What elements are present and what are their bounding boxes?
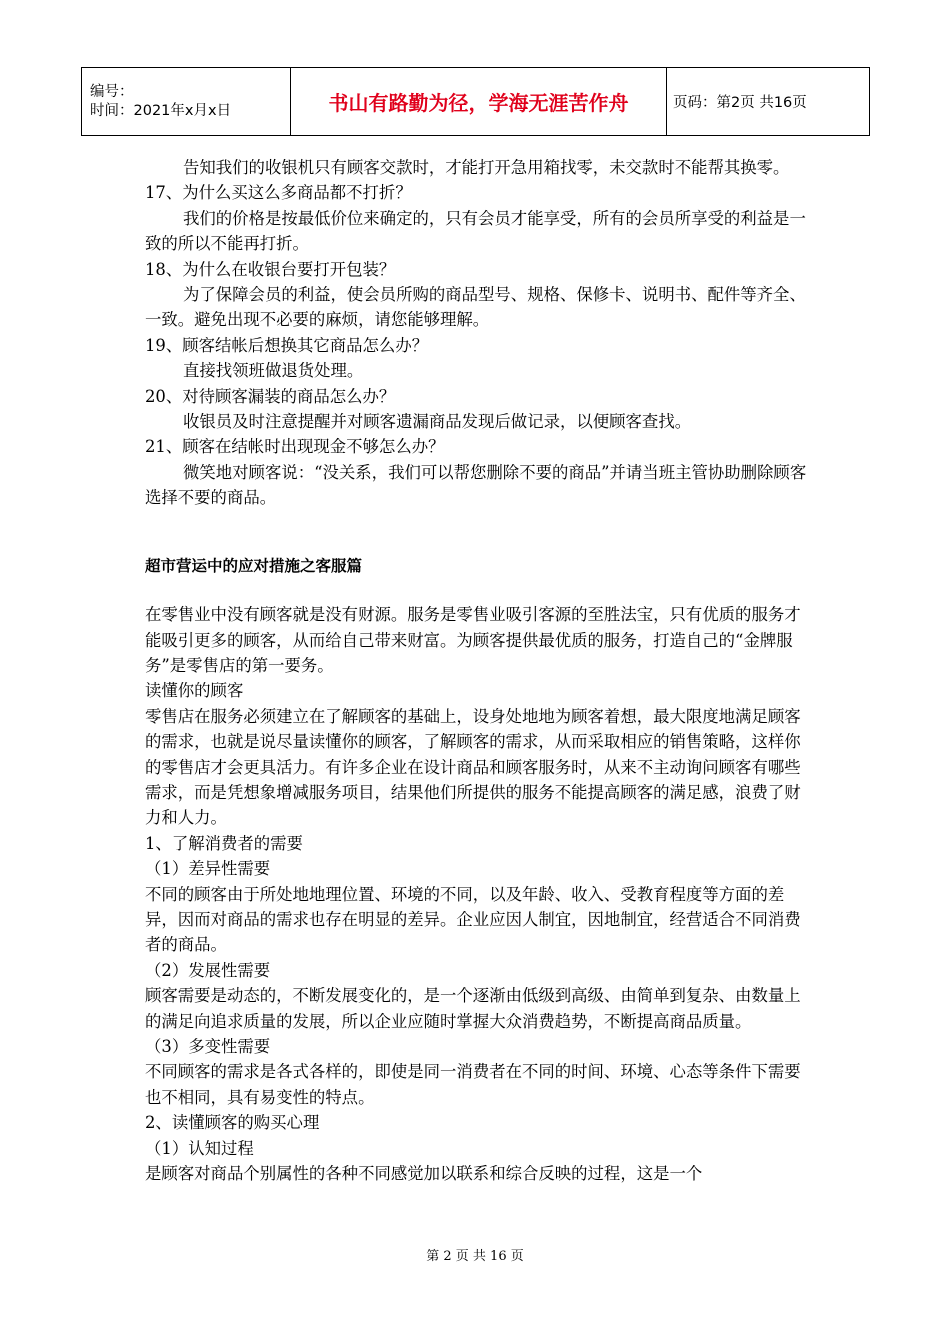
paragraph: 我们的价格是按最低价位来确定的，只有会员才能享受，所有的会员所享受的利益是一致的所以不能再打折。 — [145, 208, 806, 254]
section-paragraph: 不同的顾客由于所处地地理位置、环境的不同，以及年龄、收入、受教育程度等方面的差异，因而对商品的需求也存在明显的差异。企业应因人制宜，因地制宜，经营适合不同消费者的商品。 — [145, 884, 801, 955]
header-motto: 书山有路勤为径，学海无涯苦作舟 — [291, 68, 667, 136]
page-footer: 第 2 页 共 16 页 — [426, 1249, 524, 1264]
subheading: （3）多变性需要 — [145, 1037, 271, 1056]
header-meta-cell — [82, 68, 291, 136]
subheading: 读懂你的顾客 — [145, 681, 244, 701]
paragraph: 为了保障会员的利益，使会员所购的商品型号、规格、保修卡、说明书、配件等齐全、一致。避免出现不必要的麻烦，请您能够理解。 — [145, 285, 806, 330]
subheading: 2、读懂顾客的购买心理 — [145, 1113, 320, 1133]
document-time-label: 时间：2021年x月x日 — [90, 102, 232, 119]
paragraph: 告知我们的收银机只有顾客交款时，才能打开急用箱找零，未交款时不能帮其换零。 — [183, 158, 790, 177]
subheading: 1、了解消费者的需要 — [145, 833, 303, 853]
subheading: （1）认知过程 — [145, 1138, 254, 1158]
question: 19、顾客结帐后想换其它商品怎么办？ — [145, 335, 429, 355]
paragraph: 收银员及时注意提醒并对顾客遗漏商品发现后做记录，以便顾客查找。 — [183, 412, 692, 432]
section-paragraph: 不同顾客的需求是各式各样的，即使是同一消费者在不同的时间、环境、心态等条件下需要也不相同，具有易变性的特点。 — [145, 1062, 801, 1107]
document-header — [81, 67, 870, 136]
question: 20、对待顾客漏装的商品怎么办？ — [145, 386, 396, 406]
paragraph: 直接找领班做退货处理。 — [183, 361, 364, 381]
question: 17、为什么买这么多商品都不打折？ — [145, 183, 412, 203]
question: 18、为什么在收银台要打开包装？ — [145, 259, 396, 279]
paragraph: 微笑地对顾客说：“没关系，我们可以帮您删除不要的商品”并请当班主管协助删除顾客选择不要的商品。 — [145, 462, 807, 508]
section-paragraph: 是顾客对商品个别属性的各种不同感觉加以联系和综合反映的过程，这是一个 — [145, 1164, 703, 1184]
header-page-info: 页码：第2页 共16页 — [667, 68, 870, 136]
section-paragraph: 在零售业中没有顾客就是没有财源。服务是零售业吸引客源的至胜法宝，只有优质的服务才能吸引更多的顾客，从而给自己带来财富。为顾客提供最优质的服务，打造自己的“金牌服务”是零售店的第一要务。 — [145, 605, 801, 675]
section-paragraph: 零售店在服务必须建立在了解顾客的基础上，设身处地地为顾客着想，最大限度地满足顾客的需求，也就是说尽量读懂你的顾客，了解顾客的需求，从而采取相应的销售策略，这样你的零售店才会更具活力。有许多企业在设计商品和顾客服务时，从来不主动询问顾客有哪些需求，而是凭想象增减服务项目，结果他们所提供的服务不能提高顾客的满足感，浪费了财力和人力。 — [145, 706, 801, 828]
document-number-label: 编号： — [90, 83, 134, 100]
section-paragraph: 顾客需要是动态的，不断发展变化的，是一个逐渐由低级到高级、由简单到复杂、由数量上的满足向追求质量的发展，所以企业应随时掌握大众消费趋势，不断提高商品质量。 — [145, 986, 801, 1031]
subheading: （2）发展性需要 — [145, 960, 271, 980]
document-body — [145, 155, 809, 1186]
question: 21、顾客在结帐时出现现金不够怎么办？ — [145, 437, 445, 457]
section-title: 超市营运中的应对措施之客服篇 — [145, 556, 363, 575]
subheading: （1）差异性需要 — [145, 859, 271, 879]
